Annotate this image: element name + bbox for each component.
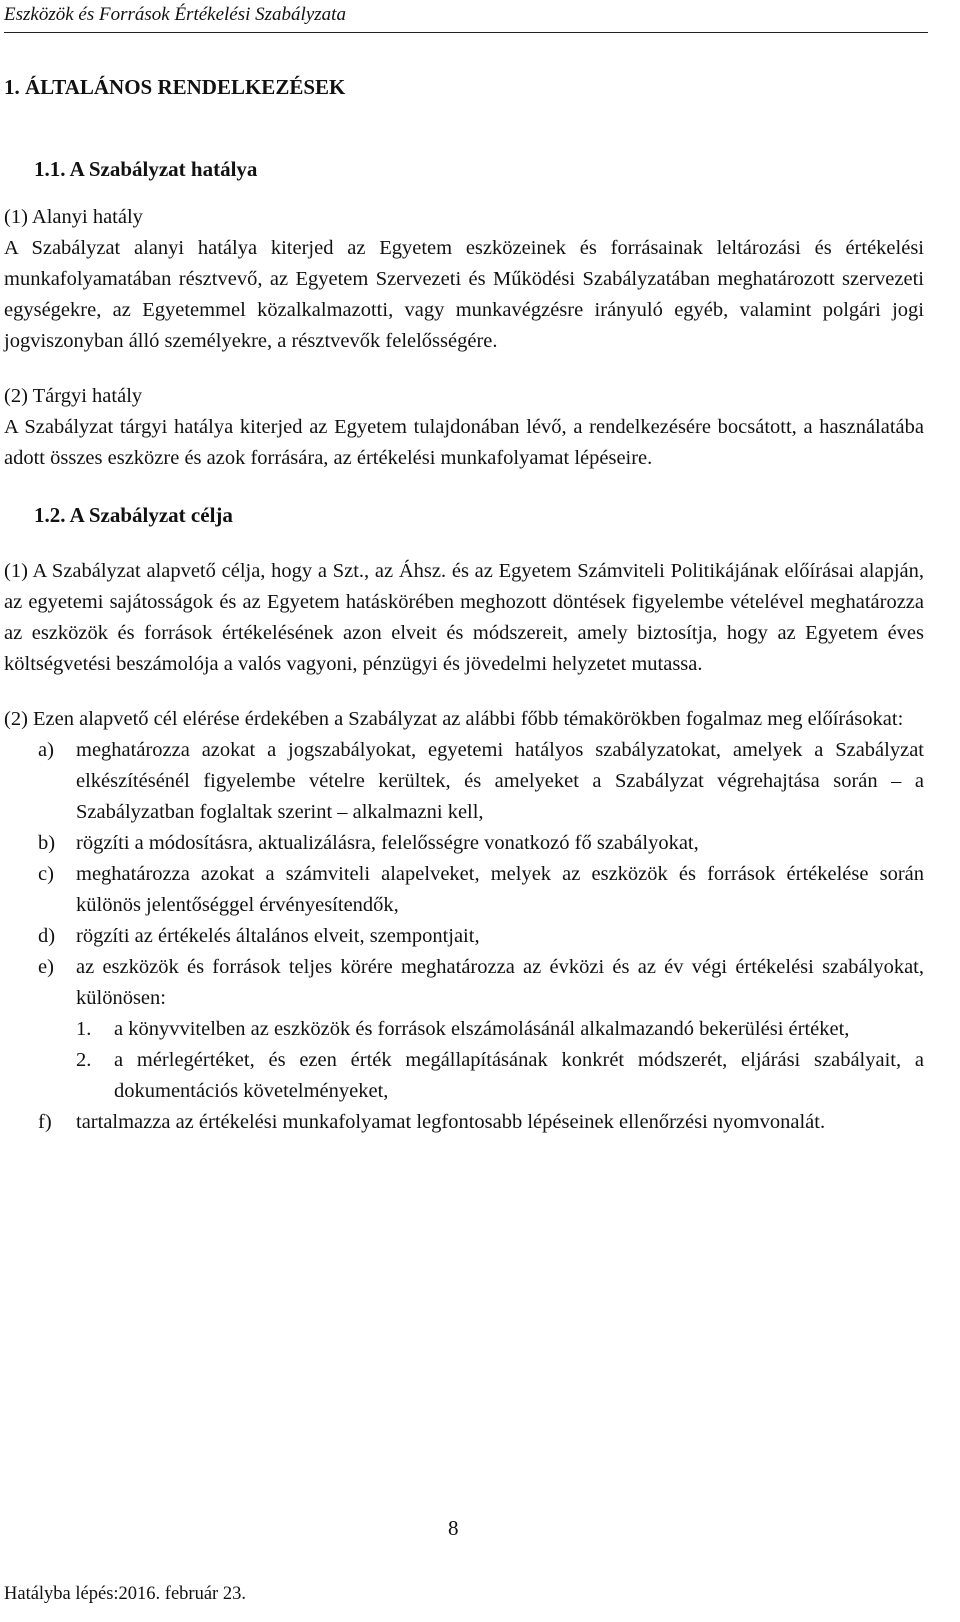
list-marker: f) <box>38 1111 52 1133</box>
sub-list-item <box>4 1045 924 1107</box>
sub-list-marker: 1. <box>76 1018 92 1040</box>
list-marker: a) <box>38 739 54 761</box>
section-heading-1-2: 1.2. A Szabályzat célja <box>34 503 233 527</box>
list-marker: e) <box>38 956 54 978</box>
document-header: Eszközök és Források Értékelési Szabályzata <box>4 2 928 33</box>
list-text: meghatározza azokat a jogszabályokat, egyetemi hatályos szabályzatokat, amelyek a Szabályzat elkészítésénél figyelembe vételre kerültek, és amelyeket a Szabályzat végrehajtása során – a Szabályzatban foglaltak szerint – alkalmazni kell, <box>76 739 924 823</box>
list-text: az eszközök és források teljes körére meghatározza az évközi és az év végi értékelési szabályokat, különösen: <box>76 956 924 1009</box>
paragraph: A Szabályzat alanyi hatálya kiterjed az Egyetem eszközeinek és forrásainak leltározási és értékelési munkafolyamatában résztvevő, az Egyetem Szervezeti és Működési Szabályzatában meghatározott szervezeti egységekre, az Egyetemmel közalkalmazotti, vagy munkavégzésre irányuló egyéb, valamint polgári jogi jogviszonyban álló személyekre, a résztvevők felelősségére. <box>4 237 924 352</box>
sub-list-text: a mérlegértéket, és ezen érték megállapításának konkrét módszerét, eljárási szabályait, a dokumentációs követelményeket, <box>114 1049 924 1102</box>
list-marker: c) <box>38 863 54 885</box>
list-text: meghatározza azokat a számviteli alapelveket, melyek az eszközök és források értékelése során különös jelentőséggel érvényesítendők, <box>76 863 924 916</box>
sub-list-item <box>4 1014 924 1045</box>
list-text: tartalmazza az értékelési munkafolyamat legfontosabb lépéseinek ellenőrzési nyomvonalát. <box>76 1111 826 1133</box>
list-item <box>4 859 924 921</box>
list-item <box>4 828 924 859</box>
list-marker: b) <box>38 832 56 854</box>
paragraph: A Szabályzat tárgyi hatálya kiterjed az Egyetem tulajdonában lévő, a rendelkezésére bocsátott, a használatába adott összes eszközre és azok forrására, az értékelési munkafolyamat lépéseire. <box>4 416 924 469</box>
chapter-heading: 1. ÁLTALÁNOS RENDELKEZÉSEK <box>4 75 346 99</box>
paragraph: (1) A Szabályzat alapvető célja, hogy a Szt., az Áhsz. és az Egyetem Számviteli Politikájának előírásai alapján, az egyetemi sajátosságok és az Egyetem hatáskörében meghozott döntések figyelembe vételével meghatározza az eszközök és források értékelésének azon elveit és módszereit, amely biztosítja, hogy az Egyetem éves költségvetési beszámolója a valós vagyoni, pénzügyi és jövedelmi helyzetet mutassa. <box>4 560 924 675</box>
page-number: 8 <box>448 1516 459 1540</box>
sub-list-marker: 2. <box>76 1049 92 1071</box>
paragraph: (2) Ezen alapvető cél elérése érdekében a Szabályzat az alábbi főbb témakörökben fogalmaz meg előírásokat: <box>4 708 904 730</box>
paragraph-title: (2) Tárgyi hatály <box>4 385 143 407</box>
paragraph-title: (1) Alanyi hatály <box>4 206 143 228</box>
sub-list-text: a könyvvitelben az eszközök és források elszámolásánál alkalmazandó bekerülési értéket, <box>114 1018 850 1040</box>
list-item <box>4 952 924 1014</box>
list-item <box>4 1107 924 1138</box>
list-item <box>4 735 924 828</box>
list-text: rögzíti az értékelés általános elveit, szempontjait, <box>76 925 480 947</box>
list-item <box>4 921 924 952</box>
list-text: rögzíti a módosításra, aktualizálásra, felelősségre vonatkozó fő szabályokat, <box>76 832 699 854</box>
effective-date-footer: Hatályba lépés:2016. február 23. <box>4 1584 246 1604</box>
list-marker: d) <box>38 925 56 947</box>
document-body <box>4 70 924 1138</box>
section-heading-1-1: 1.1. A Szabályzat hatálya <box>34 157 258 181</box>
